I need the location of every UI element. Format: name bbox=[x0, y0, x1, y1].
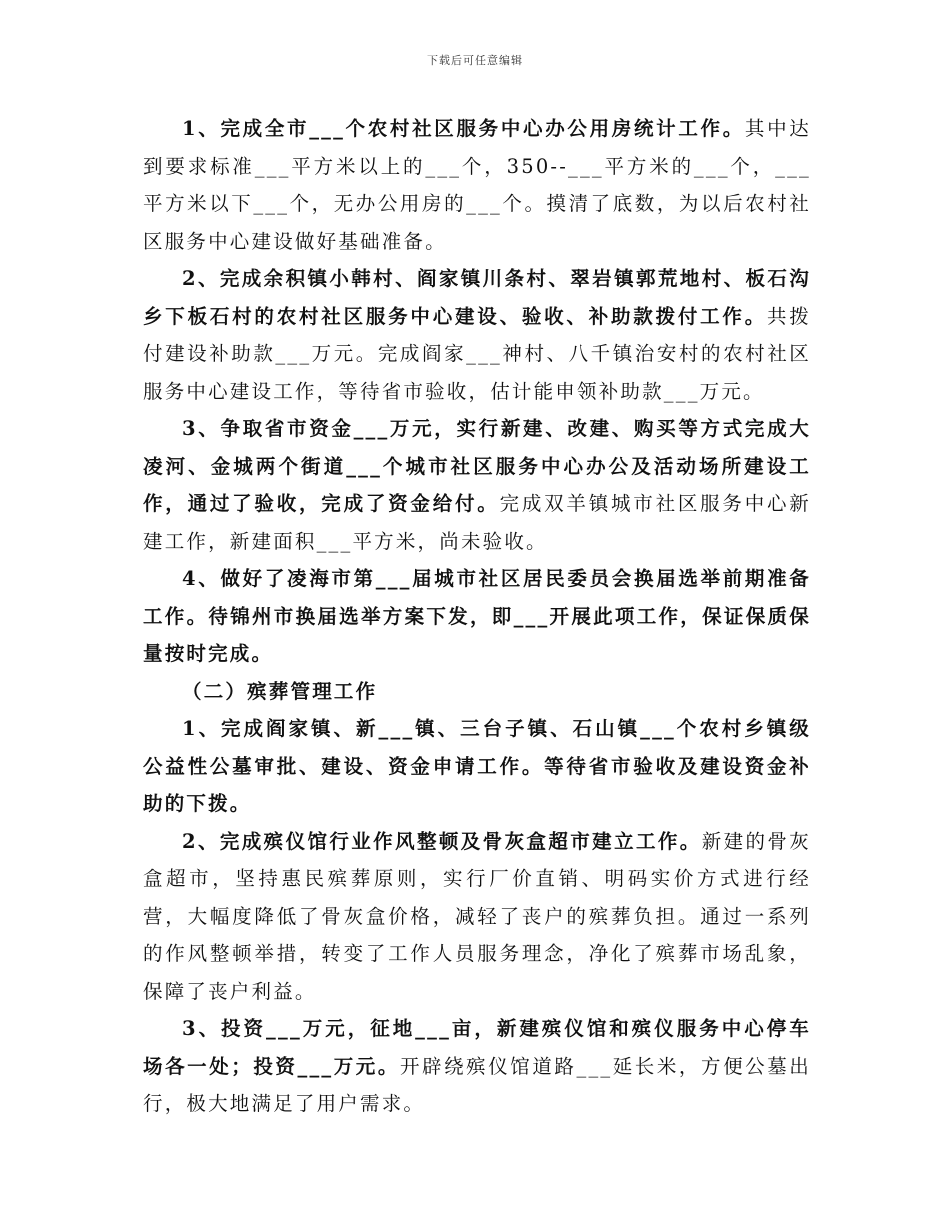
paragraph-6 bbox=[143, 823, 811, 1011]
paragraph-5-bold: 1、完成阎家镇、新___镇、三台子镇、石山镇___个农村乡镇级公益性公墓审批、建设、资金申请工作。等待省市验收及建设资金补助的下拨。 bbox=[143, 717, 811, 815]
paragraph-2-bold: 2、完成余积镇小韩村、阎家镇川条村、翠岩镇郭荒地村、板石沟乡下板石村的农村社区服务中心建设、验收、补助款拨付工作。 bbox=[143, 267, 811, 328]
paragraph-4 bbox=[143, 560, 811, 673]
paragraph-3-bold: 3、争取省市资金___万元，实行新建、改建、购买等方式完成大凌河、金城两个街道___个城市社区服务中心办公及活动场所建设工作，通过了验收，完成了资金给付。 bbox=[143, 417, 811, 515]
paragraph-6-bold: 2、完成殡仪馆行业作风整顿及骨灰盒超市建立工作。 bbox=[182, 829, 702, 853]
page-header: 下载后可任意编辑 bbox=[427, 54, 523, 67]
paragraph-6-text: 新建的骨灰盒超市，坚持惠民殡葬原则，实行厂价直销、明码实价方式进行经营，大幅度降低了骨灰盒价格，减轻了丧户的殡葬负担。通过一系列的作风整顿举措，转变了工作人员服务理念，净化了殡葬市场乱象，保障了丧户利益。 bbox=[143, 829, 811, 1003]
paragraph-2 bbox=[143, 260, 811, 410]
paragraph-4-bold: 4、做好了凌海市第___届城市社区居民委员会换届选举前期准备工作。待锦州市换届选举方案下发，即___开展此项工作，保证保质保量按时完成。 bbox=[143, 567, 811, 665]
paragraph-1 bbox=[143, 110, 811, 260]
paragraph-7 bbox=[143, 1010, 811, 1123]
paragraph-1-text: 其中达到要求标准___平方米以上的___个，350--___平方米的___个，___平方米以下___个，无办公用房的___个。摸清了底数，为以后农村社区服务中心建设做好基础准备。 bbox=[143, 117, 811, 253]
paragraph-3 bbox=[143, 410, 811, 560]
paragraph-1-bold: 1、完成全市___个农村社区服务中心办公用房统计工作。 bbox=[182, 117, 745, 140]
paragraph-7-bold: 3、投资___万元，征地___亩，新建殡仪馆和殡仪服务中心停车场各一处；投资___万元。 bbox=[143, 1017, 811, 1078]
section-title: （二）殡葬管理工作 bbox=[182, 679, 378, 703]
paragraph-5 bbox=[143, 710, 811, 823]
paragraph-2-text: 共拨付建设补助款___万元。完成阎家___神村、八千镇治安村的农村社区服务中心建设工作，等待省市验收，估计能申领补助款___万元。 bbox=[143, 304, 811, 403]
paragraph-7-text: 开辟绕殡仪馆道路___延长米，方便公墓出行，极大地满足了用户需求。 bbox=[143, 1054, 811, 1115]
paragraph-3-text: 完成双羊镇城市社区服务中心新建工作，新建面积___平方米，尚未验收。 bbox=[143, 492, 811, 553]
document-body bbox=[143, 110, 811, 1123]
